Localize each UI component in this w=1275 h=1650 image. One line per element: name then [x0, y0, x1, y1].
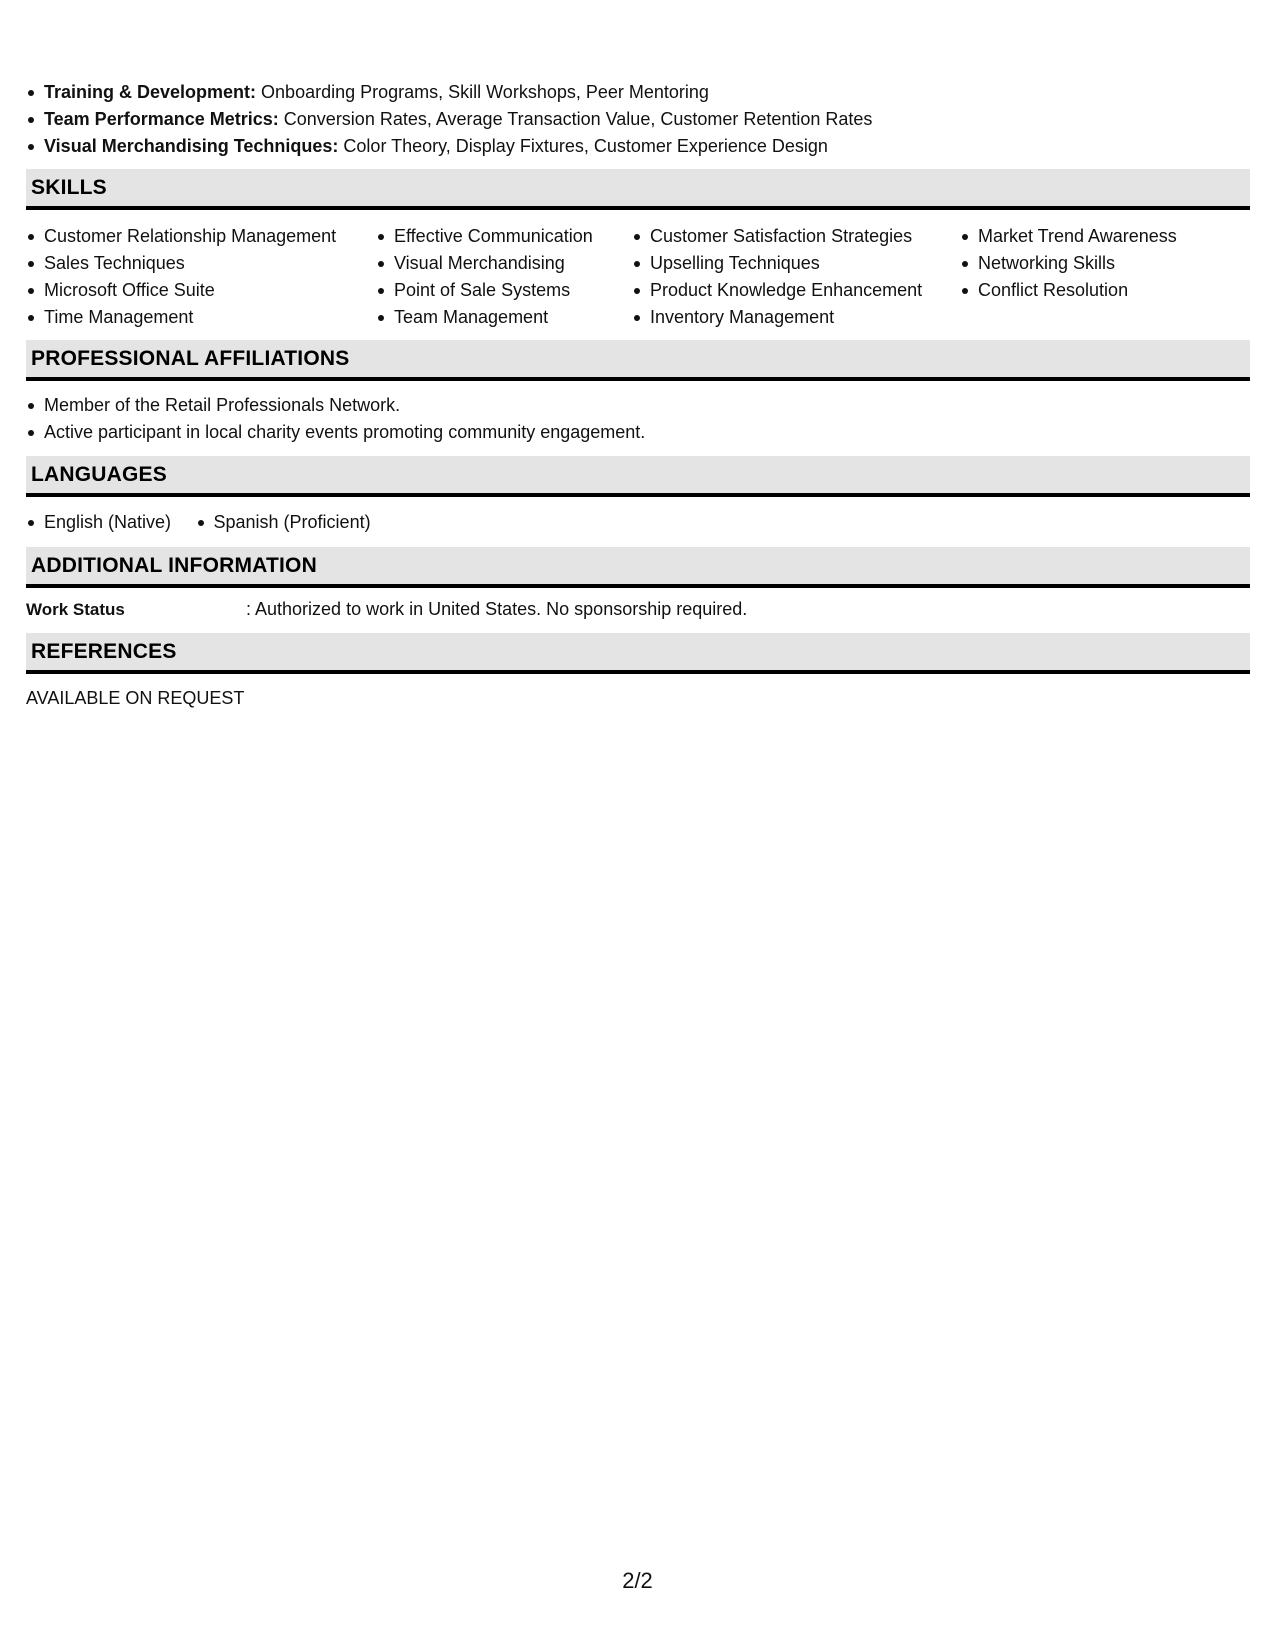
skill-item: Point of Sale Systems [376, 277, 593, 304]
section-title: REFERENCES [31, 640, 177, 663]
section-title: ADDITIONAL INFORMATION [31, 554, 317, 577]
section-title: LANGUAGES [31, 463, 167, 486]
item-text: Color Theory, Display Fixtures, Customer Experience Design [343, 136, 828, 156]
skills-column [960, 223, 1177, 304]
skills-column [26, 223, 336, 331]
skill-item: Time Management [26, 304, 336, 331]
item-text: Conversion Rates, Average Transaction Value, Customer Retention Rates [283, 109, 873, 129]
skills-column [632, 223, 922, 331]
skill-item: Team Management [376, 304, 593, 331]
list-item [26, 133, 872, 160]
section-header-references [26, 633, 1250, 674]
section-header-additional-info [26, 547, 1250, 588]
list-item [26, 106, 872, 133]
skill-item: Sales Techniques [26, 250, 336, 277]
skill-item: Market Trend Awareness [960, 223, 1177, 250]
work-status-value: : Authorized to work in United States. No sponsorship required. [246, 599, 748, 619]
section-header-affiliations [26, 340, 1250, 381]
skills-grid [26, 223, 1250, 333]
item-text: Onboarding Programs, Skill Workshops, Peer Mentoring [261, 82, 709, 102]
item-label: Team Performance Metrics: [44, 109, 279, 129]
work-status-label: Work Status [26, 600, 125, 619]
section-title: SKILLS [31, 176, 107, 199]
skill-item: Effective Communication [376, 223, 593, 250]
skill-item: Customer Relationship Management [26, 223, 336, 250]
skill-item: Product Knowledge Enhancement [632, 277, 922, 304]
languages-list [26, 509, 391, 536]
language-item: Spanish (Proficient) [196, 509, 371, 536]
skill-item: Visual Merchandising [376, 250, 593, 277]
section-header-languages [26, 456, 1250, 497]
item-label: Visual Merchandising Techniques: [44, 136, 339, 156]
expertise-list [26, 79, 872, 160]
list-item [26, 79, 872, 106]
skill-item: Conflict Resolution [960, 277, 1177, 304]
skill-item: Networking Skills [960, 250, 1177, 277]
affiliations-list [26, 392, 645, 446]
skill-item: Microsoft Office Suite [26, 277, 336, 304]
list-item: Active participant in local charity events promoting community engagement. [26, 419, 645, 446]
section-header-skills [26, 169, 1250, 210]
item-label: Training & Development: [44, 82, 257, 102]
skill-item: Upselling Techniques [632, 250, 922, 277]
skill-item: Customer Satisfaction Strategies [632, 223, 922, 250]
page-number: 2/2 [622, 1568, 653, 1593]
skills-column [376, 223, 593, 331]
section-title: PROFESSIONAL AFFILIATIONS [31, 347, 350, 370]
skill-item: Inventory Management [632, 304, 922, 331]
language-item: English (Native) [26, 509, 171, 536]
list-item: Member of the Retail Professionals Network. [26, 392, 645, 419]
references-text: AVAILABLE ON REQUEST [26, 688, 245, 708]
